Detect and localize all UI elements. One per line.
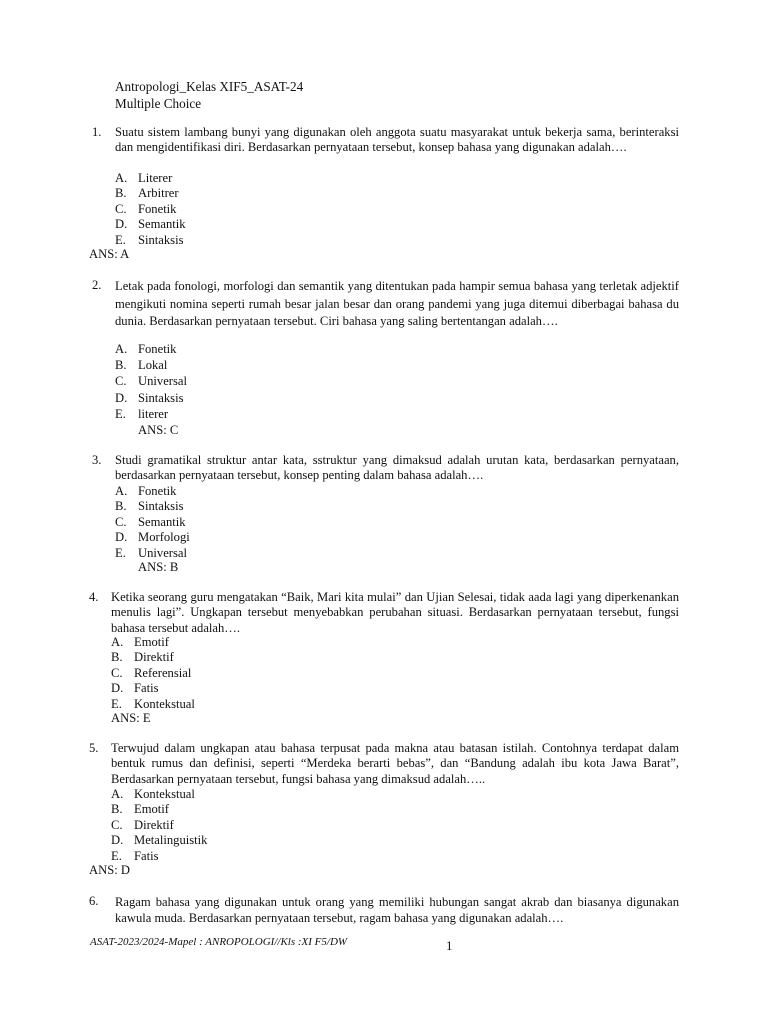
option-e: E. Kontekstual	[111, 696, 195, 711]
option-c: C. Fonetik	[115, 201, 177, 216]
option-a: A. Fonetik	[115, 484, 177, 498]
option-c: C. Direktif	[111, 817, 174, 832]
option-list	[115, 342, 187, 423]
answer-key: ANS: C	[138, 423, 179, 437]
question-text: Letak pada fonologi, morfologi dan semantik yang ditentukan pada hampir semua bahasa yang terletak adjektif mengikuti nomina seperti rumah besar jalan besar dan orang pandemi yang juga ditemui diberbagai bahasa du dunia. Berdasarkan pernyataan tersebut. Ciri bahasa yang saling bertentangan adalah….	[115, 279, 679, 329]
answer-key: ANS: A	[89, 247, 130, 261]
question-text: Terwujud dalam ungkapan atau bahasa terpusat pada makna atau batasan istilah. Contohnya terdapat dalam bentuk rumus dan definisi, seperti “Merdeka berarti bebas”, dan “Bandung adalah ibu kota Jawa Barat”, Berdasarkan pernyataan tersebut, fungsi bahasa yang dimaksud adalah…..	[111, 741, 679, 786]
option-b: B. Lokal	[115, 358, 168, 373]
option-b: B. Arbitrer	[115, 186, 179, 201]
option-e: E. Fatis	[111, 848, 159, 863]
answer-key: ANS: D	[89, 863, 130, 877]
option-d: D. Semantik	[115, 217, 186, 232]
question-text: Ketika seorang guru mengatakan “Baik, Mari kita mulai” dan Ujian Selesai, tidak aada lagi yang diperkenankan menulis lagi”. Ungkapan tersebut menyebabkan perubahan situasi. Berdasarkan pernyataan tersebut, fungsi bahasa tersebut adalah….	[111, 590, 679, 635]
option-d: D. Fatis	[111, 681, 159, 696]
answer-key: ANS: E	[111, 711, 151, 725]
question-number: 4.	[89, 590, 99, 604]
question-text: Suatu sistem lambang bunyi yang digunakan oleh anggota suatu masyarakat untuk bekerja sama, berinteraksi dan mengidentifikasi diri. Berdasarkan pernyataan tersebut, konsep bahasa yang digunakan adalah….	[115, 125, 679, 155]
question-number: 6.	[89, 894, 99, 908]
option-list	[115, 484, 190, 561]
option-d: D. Morfologi	[115, 530, 190, 545]
question-number: 5.	[89, 741, 99, 755]
option-d: D. Metalinguistik	[111, 833, 208, 848]
question-text: Ragam bahasa yang digunakan untuk orang yang memiliki hubungan sangat akrab dan biasanya digunakan kawula muda. Berdasarkan pernyataan tersebut, ragam bahasa yang digunakan adalah….	[115, 895, 679, 925]
question-number: 3.	[92, 453, 102, 467]
option-a: A. Emotif	[111, 635, 169, 649]
option-b: B. Sintaksis	[115, 499, 184, 514]
answer-key: ANS: B	[138, 560, 179, 574]
option-c: C. Semantik	[115, 514, 186, 529]
option-a: A. Literer	[115, 171, 173, 185]
option-b: B. Emotif	[111, 802, 169, 817]
option-e: E. Universal	[115, 545, 187, 560]
question-number: 2.	[92, 278, 102, 292]
page-footer: ASAT-2023/2024-Mapel : ANROPOLOGI//Kls :XI F5/DW	[90, 936, 348, 948]
option-list	[115, 171, 186, 248]
document-title: Antropologi_Kelas XIF5_ASAT-24	[115, 79, 304, 94]
question-text: Studi gramatikal struktur antar kata, sstruktur yang dimaksud adalah urutan kata, berdasarkan pernyataan, berdasarkan pernyataan tersebut, konsep penting dalam bahasa adalah….	[115, 453, 679, 483]
document-subtitle: Multiple Choice	[115, 96, 202, 111]
question-number: 1.	[92, 125, 102, 139]
option-list	[111, 787, 207, 864]
document-header	[115, 78, 303, 112]
option-list	[111, 635, 195, 712]
option-a: A. Fonetik	[115, 342, 177, 356]
option-c: C. Universal	[115, 374, 187, 389]
option-d: D. Sintaksis	[115, 390, 184, 405]
option-a: A. Kontekstual	[111, 787, 195, 801]
option-c: C. Referensial	[111, 665, 192, 680]
option-e: E. Sintaksis	[115, 232, 184, 247]
option-e: E. literer	[115, 406, 169, 421]
page-number: 1	[446, 938, 453, 953]
option-b: B. Direktif	[111, 650, 174, 665]
